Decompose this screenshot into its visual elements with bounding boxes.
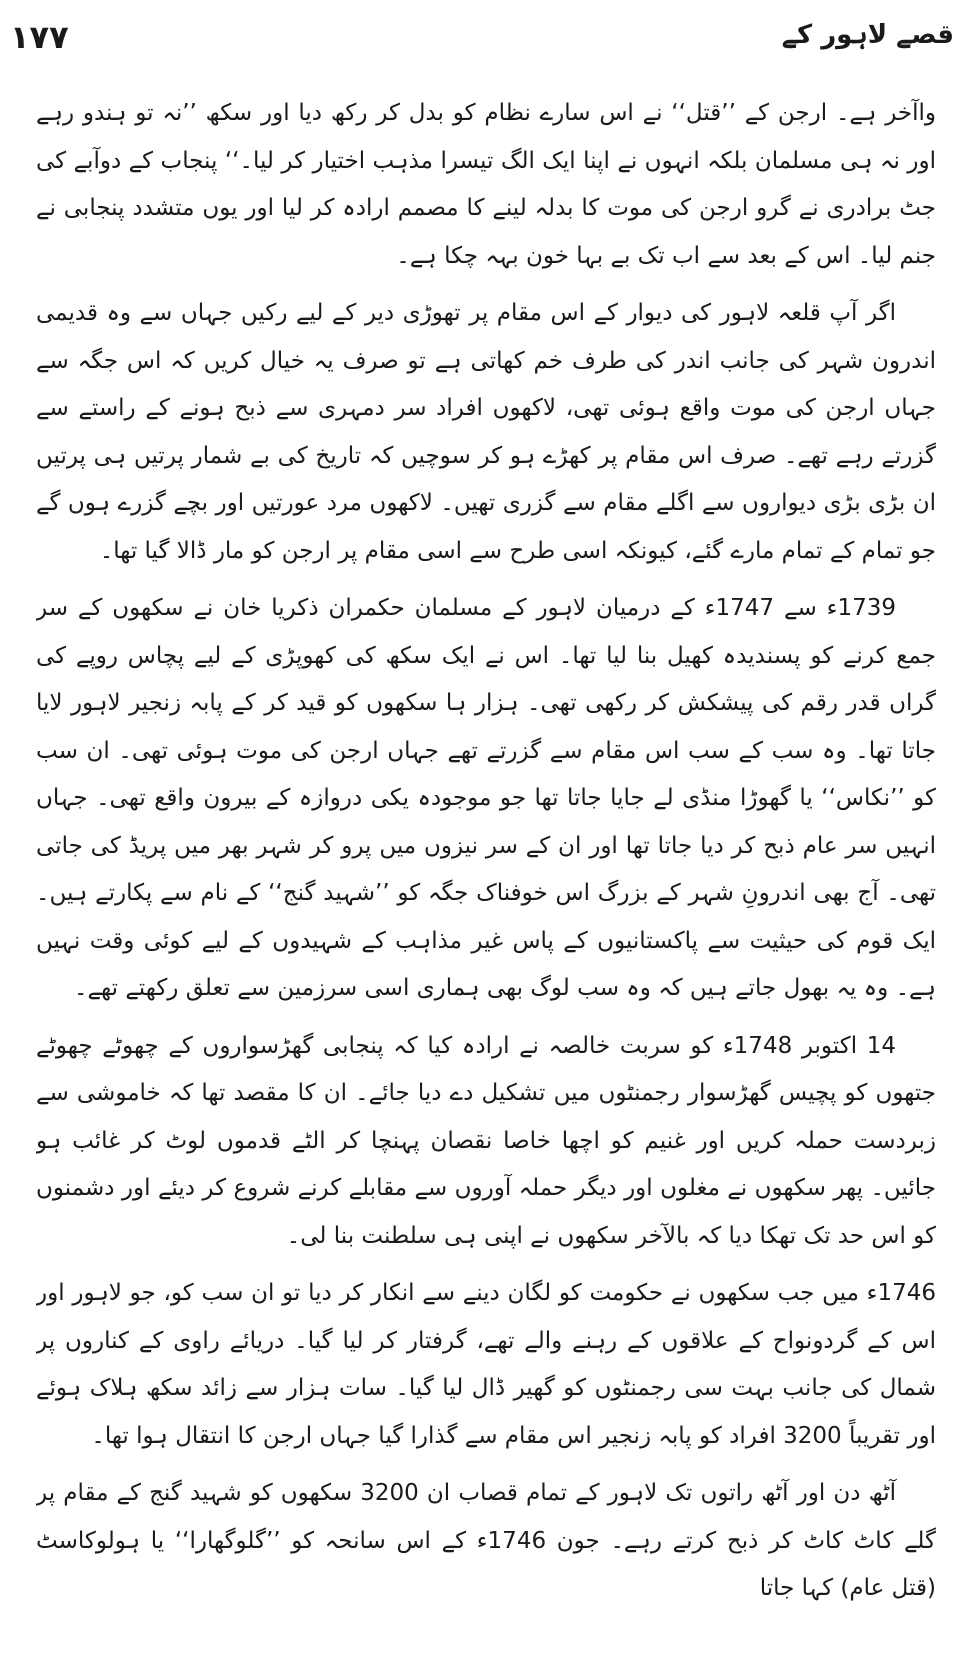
paragraph-5: 1746ء میں جب سکھوں نے حکومت کو لگان دینے سے انکار کر دیا تو ان سب کو، جو لاہور اور اس کے گردونواح کے علاقوں کے رہنے والے تھے، گرفتار کر لیا گیا۔ دریائے راوی کے کناروں پر شمال کی جانب بہت سی رجمنٹوں کو گھیر ڈال لیا گیا۔ سات ہزار سے زائد سکھ ہلاک ہوئے اور تقریباً 3200 افراد کو پابہ زنجیر اس مقام سے گذارا گیا جہاں ارجن کا انتقال ہوا تھا۔ <box>36 1280 936 1449</box>
page-header <box>0 10 968 60</box>
paragraph-4: 14 اکتوبر 1748ء کو سربت خالصہ نے ارادہ کیا کہ پنجابی گھڑسواروں کے چھوٹے چھوٹے جتھوں کو پچیس گھڑسوار رجمنٹوں میں تشکیل دے دیا جائے۔ ان کا مقصد تھا کہ خاموشی سے زبردست حملہ کریں اور غنیم کو اچھا خاصا نقصان پہنچا کر الٹے قدموں لوٹ کر غائب ہو جائیں۔ پھر سکھوں نے مغلوں اور دیگر حملہ آوروں سے مقابلے کرنے شروع کر دیئے اور دشمنوں کو اس حد تک تھکا دیا کہ بالآخر سکھوں نے اپنی ہی سلطنت بنا لی۔ <box>36 1032 936 1249</box>
paragraph-2: اگر آپ قلعہ لاہور کی دیوار کے اس مقام پر تھوڑی دیر کے لیے رکیں جہاں سے وہ قدیمی اندرون شہر کی جانب اندر کی طرف خم کھاتی ہے تو صرف یہ خیال کریں کہ اس جگہ سے جہاں ارجن کی موت واقع ہوئی تھی، لاکھوں افراد سر دمہری سے ذبح ہونے کے راستے سے گزرتے رہے تھے۔ صرف اس مقام پر کھڑے ہو کر سوچیں کہ تاریخ کی بے شمار پرتیں ہی پرتیں ان بڑی بڑی دیواروں سے اگلے مقام سے گزری تھیں۔ لاکھوں مرد عورتیں اور بچے گزرے ہوں گے جو تمام کے تمام مارے گئے، کیونکہ اسی طرح سے اسی مقام پر ارجن کو مار ڈالا گیا تھا۔ <box>36 300 936 564</box>
page-number: ۱۷۷ <box>10 18 69 56</box>
paragraph-1: واآخر ہے۔ ارجن کے ’’قتل‘‘ نے اس سارے نظام کو بدل کر رکھ دیا اور سکھ ’’نہ تو ہندو رہے اور نہ ہی مسلمان بلکہ انہوں نے اپنا ایک الگ تیسرا مذہب اختیار کر لیا۔‘‘ پنجاب کے دوآبے کی جٹ برادری نے گرو ارجن کی موت کا بدلہ لینے کا مصمم ارادہ کر لیا اور یوں متشدد پنجابی نے جنم لیا۔ اس کے بعد سے اب تک بے بہا خون بہہ چکا ہے۔ <box>36 100 936 269</box>
body-text <box>36 90 936 1650</box>
paragraph-3: 1739ء سے 1747ء کے درمیان لاہور کے مسلمان حکمران ذکریا خان نے سکھوں کے سر جمع کرنے کو پسندیدہ کھیل بنا لیا تھا۔ اس نے ایک سکھ کی کھوپڑی کے لیے پچاس روپے کی گراں قدر رقم کی پیشکش کر رکھی تھی۔ ہزار ہا سکھوں کو قید کر کے پابہ زنجیر لاہور لایا جاتا تھا۔ وہ سب کے سب اس مقام سے گزرتے تھے جہاں ارجن کی موت ہوئی تھی۔ ان سب کو ’’نکاس‘‘ یا گھوڑا منڈی لے جایا جاتا تھا جو موجودہ یکی دروازہ کے بیرون واقع تھی۔ جہاں انہیں سر عام ذبح کر دیا جاتا تھا اور ان کے سر نیزوں میں پرو کر شہر بھر میں پریڈ کی جاتی تھی۔ آج بھی اندرونِ شہر کے بزرگ اس خوفناک جگہ کو ’’شہید گنج‘‘ کے نام سے پکارتے ہیں۔ ایک قوم کی حیثیت سے پاکستانیوں کے پاس غیر مذاہب کے شہیدوں کے لیے کوئی وقت نہیں ہے۔ وہ یہ بھول جاتے ہیں کہ وہ سب لوگ بھی ہماری اسی سرزمین سے تعلق رکھتے تھے۔ <box>36 595 936 1001</box>
running-title: قصے لاہور کے <box>781 20 954 50</box>
paragraph-6: آٹھ دن اور آٹھ راتوں تک لاہور کے تمام قصاب ان 3200 سکھوں کو شہید گنج کے مقام پر گلے کاٹ کاٹ کر ذبح کرتے رہے۔ جون 1746ء کے اس سانحہ کو ’’گلوگھارا‘‘ یا ہولوکاسٹ (قتل عام) کہا جاتا <box>36 1480 936 1601</box>
